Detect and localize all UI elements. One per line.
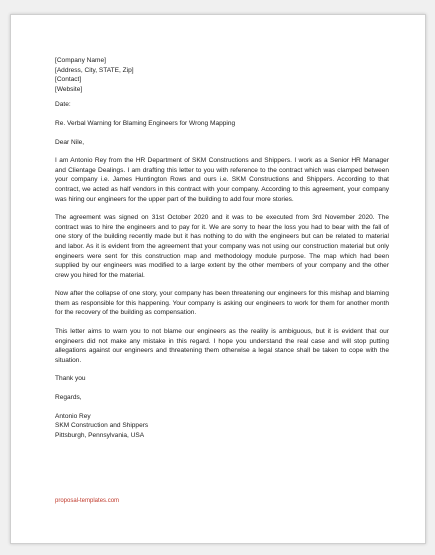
footer-site-link[interactable]: proposal-templates.com: [55, 498, 120, 504]
signature-name: Antonio Rey: [55, 412, 91, 420]
subject-line: Re. Verbal Warning for Blaming Engineers for Wrong Mapping: [55, 119, 236, 127]
sender-company-name: [Company Name]: [55, 57, 106, 64]
letter-body: [55, 56, 389, 440]
paragraph-introduction: I am Antonio Rey from the HR Department of SKM Constructions and Shippers. I work as a Senior HR Manager and Clientage Dealings. I am drafting this letter to you with reference to the contract which was clamped between your company i.e. James Huntington Rows and ours i.e. SKM Constructions and Shippers. According to that contract, we acted as half vendors in this contract with your company. According to this agreement, your company was hiring our engineers for the upper part of the building to add four more stories.: [55, 157, 389, 203]
signature-company: SKM Construction and Shippers: [55, 422, 149, 430]
letter-page: [10, 14, 426, 544]
signature-location: Pittsburgh, Pennsylvania, USA: [55, 431, 145, 439]
date-label: Date:: [55, 101, 71, 109]
sender-website: [Website]: [55, 85, 83, 93]
salutation: Dear Nile,: [55, 138, 85, 146]
paragraph-warning: This letter aims to warn you to not blame our engineers as the reality is ambiguous, but it is evident that our engineers did not make any mistake in this regard. I hope you understand the real case and will stop putting allegations against our engineers and threatening them otherwise a legal stance shall be taken to cope with the situation.: [55, 328, 389, 364]
paragraph-agreement: The agreement was signed on 31st October 2020 and it was to be executed from 3rd November 2020. The contract was to hire the engineers and to pay for it. We are sorry to hear the loss you had to bear with the fall of one story of the building recently made but it has nothing to do with the engineers but can be related to material and labor. As it is evident from the agreement that your company was not using our construction material but only engineers were sent for this construction map and methodology module purpose. The map which had been supplied by our engineers was modified to a large extent by the other members of your company and the other crew you hired for the material.: [55, 214, 389, 279]
paragraph-collapse: Now after the collapse of one story, your company has been threatening our engineers for this mishap and blaming them as responsible for this happening. Your company is asking our engineers to work for them for another month for the recovery of the building as compensation.: [55, 290, 389, 317]
sender-address: [Address, City, STATE, Zip]: [55, 66, 134, 74]
closing-thanks: Thank you: [55, 375, 86, 383]
sender-contact: [Contact]: [55, 76, 82, 84]
closing-regards: Regards,: [55, 394, 82, 402]
